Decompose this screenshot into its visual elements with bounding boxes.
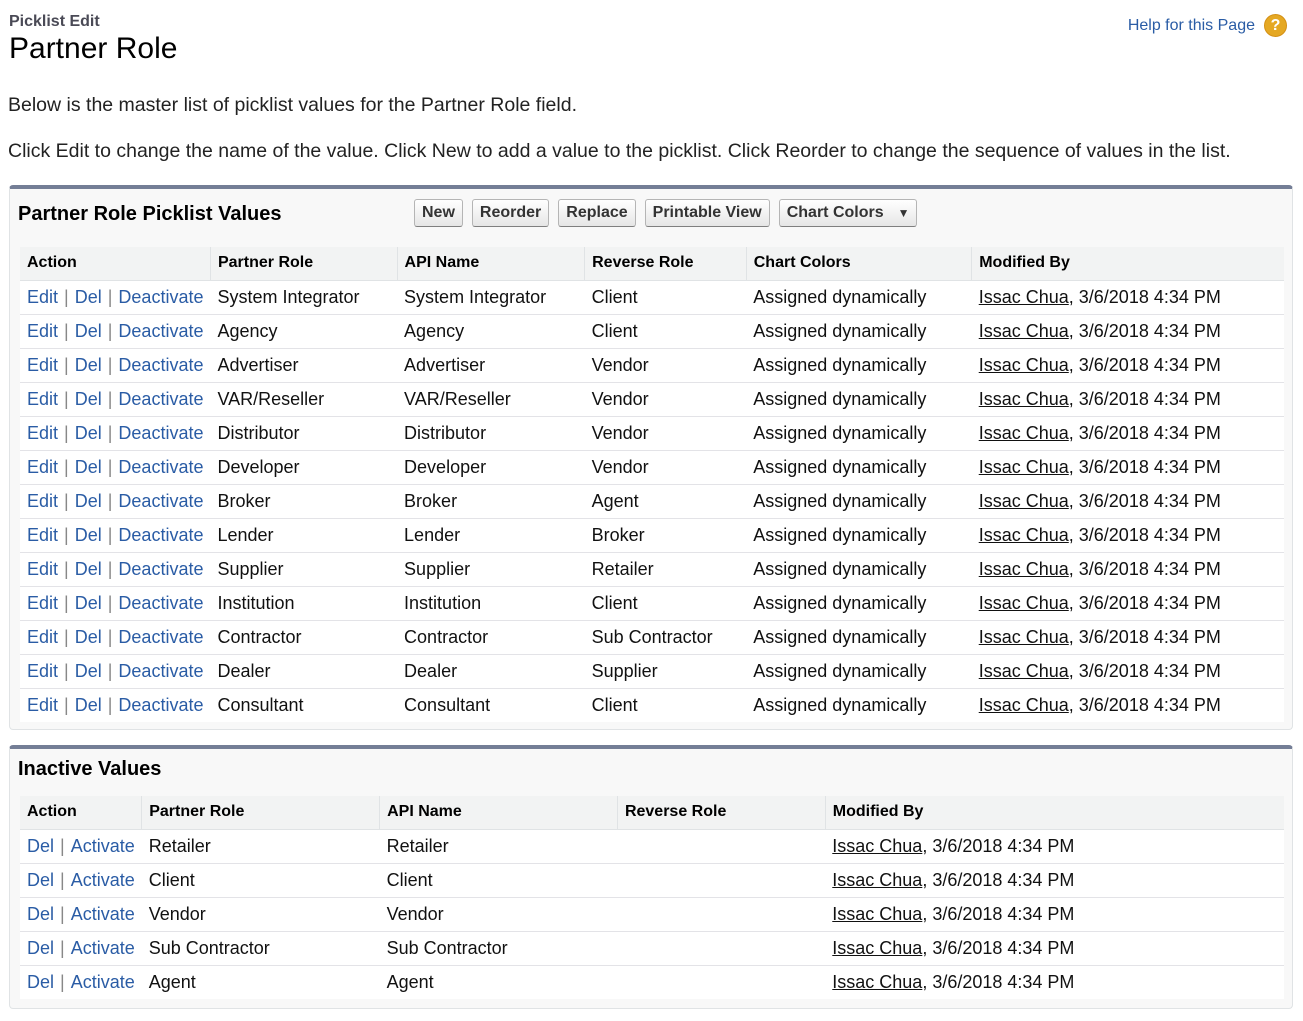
action-separator: |: [107, 286, 113, 307]
modified-by-cell: [972, 348, 1284, 382]
modified-by-cell: [825, 897, 1284, 931]
row-actions: [20, 897, 142, 931]
active-values-section: [9, 185, 1293, 730]
row-actions: [20, 829, 142, 863]
partner-role-cell: System Integrator: [210, 280, 397, 314]
action-separator: |: [107, 558, 113, 579]
reverse-role-cell: Client: [585, 280, 747, 314]
reverse-role-cell: Sub Contractor: [585, 620, 747, 654]
modified-date: , 3/6/2018 4:34 PM: [1068, 286, 1221, 307]
action-separator: |: [64, 592, 69, 613]
intro-text-1: Below is the master list of picklist values for the Partner Role field.: [8, 94, 577, 116]
api-name-cell: Client: [380, 863, 618, 897]
row-actions: [20, 450, 210, 484]
chart-colors-cell: Assigned dynamically: [753, 694, 927, 715]
modified-by-cell: [972, 280, 1284, 314]
partner-role-cell: Institution: [210, 586, 397, 620]
api-name-cell: Vendor: [380, 897, 618, 931]
del-link[interactable]: Del: [74, 592, 102, 613]
api-name-cell: Sub Contractor: [380, 931, 618, 965]
modified-date: , 3/6/2018 4:34 PM: [922, 903, 1075, 924]
del-link[interactable]: Del: [27, 903, 55, 924]
action-separator: |: [107, 694, 113, 715]
new-button[interactable]: New: [414, 199, 463, 227]
modified-date: , 3/6/2018 4:34 PM: [922, 869, 1075, 890]
chart-colors-cell: Assigned dynamically: [746, 620, 971, 654]
column-header: API Name: [397, 247, 585, 280]
action-separator: |: [64, 490, 69, 511]
modified-date: , 3/6/2018 4:34 PM: [1068, 592, 1221, 613]
column-header: Partner Role: [210, 247, 397, 280]
partner-role-cell: Sub Contractor: [142, 931, 380, 965]
modified-by-cell: [825, 965, 1284, 999]
modified-by-cell: [972, 382, 1284, 416]
action-separator: |: [107, 456, 113, 477]
del-link[interactable]: Del: [27, 971, 55, 992]
user-link[interactable]: Issac Chua: [978, 354, 1069, 375]
reverse-role-cell: [617, 965, 825, 999]
deactivate-link[interactable]: Deactivate: [118, 388, 204, 409]
deactivate-link[interactable]: Deactivate: [118, 286, 204, 307]
reverse-role-cell: Client: [585, 586, 747, 620]
api-name-cell: Developer: [397, 450, 585, 484]
row-actions: [20, 931, 142, 965]
row-actions: [20, 688, 210, 722]
user-link[interactable]: Issac Chua: [978, 626, 1069, 647]
toolbar: [414, 199, 926, 227]
edit-link[interactable]: Edit: [27, 456, 59, 477]
action-separator: |: [107, 388, 113, 409]
user-link[interactable]: Issac Chua: [978, 660, 1069, 681]
table-row: [20, 552, 1284, 586]
modified-date: , 3/6/2018 4:34 PM: [1068, 660, 1221, 681]
table-header-row: [20, 796, 1284, 829]
column-header: Action: [20, 247, 210, 280]
partner-role-cell: Dealer: [210, 654, 397, 688]
table-row: [20, 416, 1284, 450]
modified-date: , 3/6/2018 4:34 PM: [1068, 422, 1221, 443]
row-actions: [20, 416, 210, 450]
action-separator: |: [107, 490, 113, 511]
modified-by-cell: [972, 518, 1284, 552]
api-name-cell: Institution: [397, 586, 585, 620]
deactivate-link[interactable]: Deactivate: [118, 490, 204, 511]
modified-by-cell: [972, 416, 1284, 450]
row-actions: [20, 965, 142, 999]
action-separator: |: [107, 422, 113, 443]
partner-role-cell: Agent: [148, 971, 196, 992]
active-values-title: Partner Role Picklist Values: [18, 203, 282, 225]
reverse-role-cell: Vendor: [585, 450, 747, 484]
reverse-role-cell: [617, 829, 825, 863]
del-link[interactable]: Del: [74, 660, 102, 681]
chart-colors-label: Chart Colors: [786, 204, 884, 221]
action-separator: |: [107, 660, 113, 681]
action-separator: |: [60, 971, 65, 992]
del-link[interactable]: Del: [74, 388, 102, 409]
activate-link[interactable]: Activate: [70, 903, 135, 924]
inactive-values-section: [9, 745, 1293, 1009]
deactivate-link[interactable]: Deactivate: [118, 694, 204, 715]
partner-role-cell: Broker: [210, 484, 397, 518]
edit-link[interactable]: Edit: [27, 490, 59, 511]
deactivate-link[interactable]: Deactivate: [118, 592, 204, 613]
activate-link[interactable]: Activate: [70, 937, 135, 958]
partner-role-cell: Agency: [210, 314, 397, 348]
partner-role-cell: Supplier: [210, 552, 397, 586]
modified-date: , 3/6/2018 4:34 PM: [1068, 320, 1221, 341]
reverse-role-cell: Agent: [585, 484, 747, 518]
chart-colors-cell: Assigned dynamically: [746, 654, 971, 688]
edit-link[interactable]: Edit: [27, 320, 59, 341]
table-row: [20, 654, 1284, 688]
column-header: Action: [20, 796, 142, 829]
del-link[interactable]: Del: [74, 286, 102, 307]
column-header: Chart Colors: [746, 247, 971, 280]
chart-colors-cell: Assigned dynamically: [746, 382, 971, 416]
table-row: [20, 863, 1284, 897]
modified-by-cell: [972, 586, 1284, 620]
table-row: [20, 348, 1284, 382]
user-link[interactable]: Issac Chua: [978, 694, 1069, 715]
action-separator: |: [64, 694, 69, 715]
user-link[interactable]: Issac Chua: [978, 320, 1069, 341]
del-link[interactable]: Del: [74, 456, 102, 477]
table-row: [20, 688, 1284, 722]
user-link[interactable]: Issac Chua: [978, 456, 1069, 477]
row-actions: [20, 348, 210, 382]
activate-link[interactable]: Activate: [70, 835, 135, 856]
partner-role-cell: Developer: [210, 450, 397, 484]
row-actions: [20, 654, 210, 688]
api-name-cell: System Integrator: [397, 280, 585, 314]
column-header: Modified By: [972, 247, 1284, 280]
action-separator: |: [64, 558, 69, 579]
api-name-cell: Lender: [397, 518, 585, 552]
caret-down-icon: ▼: [897, 206, 910, 220]
user-link[interactable]: Issac Chua: [978, 286, 1069, 307]
partner-role-cell: Retailer: [142, 829, 380, 863]
chart-colors-cell: Assigned dynamically: [746, 552, 971, 586]
reverse-role-cell: Supplier: [585, 654, 747, 688]
table-row: [20, 897, 1284, 931]
modified-by-cell: [972, 688, 1284, 722]
help-area: [1128, 14, 1287, 37]
edit-link[interactable]: Edit: [27, 694, 59, 715]
deactivate-link[interactable]: Deactivate: [118, 524, 204, 545]
table-row: [20, 518, 1284, 552]
modified-by-cell: [825, 829, 1284, 863]
user-link[interactable]: Issac Chua: [978, 490, 1069, 511]
modified-by-cell: [972, 620, 1284, 654]
reorder-button[interactable]: Reorder: [472, 199, 549, 227]
action-separator: |: [107, 354, 113, 375]
action-separator: |: [64, 456, 69, 477]
modified-date: , 3/6/2018 4:34 PM: [1068, 558, 1221, 579]
reverse-role-cell: Retailer: [585, 552, 747, 586]
action-separator: |: [64, 388, 69, 409]
table-header-row: [20, 247, 1284, 280]
edit-link[interactable]: Edit: [27, 592, 59, 613]
chart-colors-cell: Assigned dynamically: [746, 348, 971, 382]
row-actions: [20, 382, 210, 416]
modified-date: , 3/6/2018 4:34 PM: [922, 937, 1075, 958]
api-name-cell: Agency: [397, 314, 585, 348]
deactivate-link[interactable]: Deactivate: [118, 660, 204, 681]
intro-text-2: Click Edit to change the name of the value. Click New to add a value to the picklist. Click Reorder to change the sequence of values in the list.: [8, 140, 1231, 162]
del-link[interactable]: Del: [74, 490, 102, 511]
column-header: Partner Role: [142, 796, 380, 829]
table-row: [20, 382, 1284, 416]
partner-role-cell: Lender: [210, 518, 397, 552]
help-link[interactable]: Help for this Page: [1127, 16, 1255, 34]
partner-role-cell: Consultant: [217, 694, 304, 715]
user-link[interactable]: Issac Chua: [832, 869, 923, 890]
user-link[interactable]: Issac Chua: [832, 835, 923, 856]
chart-colors-cell: Assigned dynamically: [746, 586, 971, 620]
modified-date: , 3/6/2018 4:34 PM: [1068, 456, 1221, 477]
reverse-role-cell: Vendor: [585, 382, 747, 416]
reverse-role-cell: Vendor: [585, 348, 747, 382]
deactivate-link[interactable]: Deactivate: [118, 422, 204, 443]
row-actions: [20, 863, 142, 897]
column-header: Reverse Role: [585, 247, 747, 280]
del-link[interactable]: Del: [74, 354, 102, 375]
deactivate-link[interactable]: Deactivate: [118, 320, 204, 341]
modified-date: , 3/6/2018 4:34 PM: [1068, 626, 1221, 647]
page-title: Partner Role: [9, 32, 178, 65]
action-separator: |: [64, 626, 69, 647]
modified-by-cell: [972, 314, 1284, 348]
action-separator: |: [64, 320, 69, 341]
action-separator: |: [64, 422, 69, 443]
modified-by-cell: [972, 552, 1284, 586]
action-separator: |: [64, 524, 69, 545]
del-link[interactable]: Del: [74, 422, 102, 443]
partner-role-cell: Client: [142, 863, 380, 897]
api-name-cell: Retailer: [380, 829, 618, 863]
edit-link[interactable]: Edit: [27, 422, 59, 443]
action-separator: |: [107, 592, 113, 613]
activate-link[interactable]: Activate: [70, 971, 135, 992]
table-row: [20, 931, 1284, 965]
del-link[interactable]: Del: [74, 558, 102, 579]
table-row: [20, 620, 1284, 654]
action-separator: |: [64, 354, 69, 375]
del-link[interactable]: Del: [27, 835, 55, 856]
api-name-cell: Consultant: [404, 694, 491, 715]
edit-link[interactable]: Edit: [27, 660, 59, 681]
user-link[interactable]: Issac Chua: [978, 558, 1069, 579]
reverse-role-cell: Client: [591, 694, 638, 715]
reverse-role-cell: [617, 863, 825, 897]
table-row: [20, 965, 1284, 999]
modified-date: , 3/6/2018 4:34 PM: [922, 835, 1075, 856]
action-separator: |: [64, 286, 69, 307]
edit-link[interactable]: Edit: [27, 524, 59, 545]
modified-date: , 3/6/2018 4:34 PM: [922, 971, 1075, 992]
help-icon[interactable]: ?: [1264, 14, 1287, 37]
replace-button[interactable]: Replace: [558, 199, 635, 227]
row-actions: [20, 586, 210, 620]
deactivate-link[interactable]: Deactivate: [118, 558, 204, 579]
modified-date: , 3/6/2018 4:34 PM: [1068, 524, 1221, 545]
user-link[interactable]: Issac Chua: [832, 971, 923, 992]
api-name-cell: Broker: [397, 484, 585, 518]
column-header: Reverse Role: [617, 796, 825, 829]
table-row: [20, 450, 1284, 484]
chart-colors-cell: Assigned dynamically: [746, 280, 971, 314]
api-name-cell: Contractor: [397, 620, 585, 654]
action-separator: |: [64, 660, 69, 681]
chart-colors-cell: Assigned dynamically: [746, 450, 971, 484]
table-row: [20, 484, 1284, 518]
active-values-table: [20, 247, 1284, 722]
del-link[interactable]: Del: [74, 626, 102, 647]
modified-date: , 3/6/2018 4:34 PM: [1068, 354, 1221, 375]
reverse-role-cell: Vendor: [585, 416, 747, 450]
deactivate-link[interactable]: Deactivate: [118, 456, 204, 477]
user-link[interactable]: Issac Chua: [832, 903, 923, 924]
row-actions: [20, 484, 210, 518]
del-link[interactable]: Del: [74, 524, 102, 545]
user-link[interactable]: Issac Chua: [978, 524, 1069, 545]
api-name-cell: Dealer: [397, 654, 585, 688]
edit-link[interactable]: Edit: [27, 388, 59, 409]
row-actions: [20, 552, 210, 586]
inactive-values-table: [20, 796, 1284, 999]
column-header: API Name: [380, 796, 618, 829]
row-actions: [20, 518, 210, 552]
user-link[interactable]: Issac Chua: [978, 592, 1069, 613]
modified-by-cell: [972, 450, 1284, 484]
user-link[interactable]: Issac Chua: [978, 388, 1069, 409]
modified-by-cell: [972, 654, 1284, 688]
action-separator: |: [107, 626, 113, 647]
chart-colors-cell: Assigned dynamically: [746, 484, 971, 518]
user-link[interactable]: Issac Chua: [978, 422, 1069, 443]
edit-link[interactable]: Edit: [27, 354, 59, 375]
api-name-cell: VAR/Reseller: [397, 382, 585, 416]
chart-colors-cell: Assigned dynamically: [746, 314, 971, 348]
modified-date: , 3/6/2018 4:34 PM: [1068, 694, 1221, 715]
action-separator: |: [60, 835, 65, 856]
modified-by-cell: [972, 484, 1284, 518]
page-type: Picklist Edit: [9, 13, 100, 30]
reverse-role-cell: Client: [585, 314, 747, 348]
partner-role-cell: Contractor: [210, 620, 397, 654]
del-link[interactable]: Del: [27, 869, 55, 890]
deactivate-link[interactable]: Deactivate: [118, 626, 204, 647]
modified-date: , 3/6/2018 4:34 PM: [1068, 388, 1221, 409]
row-actions: [20, 314, 210, 348]
action-separator: |: [107, 320, 113, 341]
reverse-role-cell: [617, 897, 825, 931]
modified-by-cell: [825, 863, 1284, 897]
chart-colors-dropdown[interactable]: [779, 199, 917, 227]
partner-role-cell: Distributor: [210, 416, 397, 450]
modified-by-cell: [825, 931, 1284, 965]
activate-link[interactable]: Activate: [70, 869, 135, 890]
chart-colors-cell: Assigned dynamically: [746, 518, 971, 552]
edit-link[interactable]: Edit: [27, 626, 59, 647]
row-actions: [20, 620, 210, 654]
column-header: Modified By: [825, 796, 1284, 829]
inactive-values-title: Inactive Values: [18, 758, 162, 780]
partner-role-cell: VAR/Reseller: [210, 382, 397, 416]
table-row: [20, 829, 1284, 863]
api-name-cell: Agent: [386, 971, 434, 992]
table-row: [20, 280, 1284, 314]
reverse-role-cell: [617, 931, 825, 965]
row-actions: [20, 280, 210, 314]
action-separator: |: [60, 937, 65, 958]
api-name-cell: Distributor: [397, 416, 585, 450]
modified-date: , 3/6/2018 4:34 PM: [1068, 490, 1221, 511]
edit-link[interactable]: Edit: [27, 286, 59, 307]
action-separator: |: [60, 903, 65, 924]
deactivate-link[interactable]: Deactivate: [118, 354, 204, 375]
del-link[interactable]: Del: [74, 320, 102, 341]
partner-role-cell: Advertiser: [210, 348, 397, 382]
reverse-role-cell: Broker: [585, 518, 747, 552]
printable-view-button[interactable]: Printable View: [645, 199, 770, 227]
user-link[interactable]: Issac Chua: [832, 937, 923, 958]
table-row: [20, 586, 1284, 620]
api-name-cell: Advertiser: [397, 348, 585, 382]
del-link[interactable]: Del: [74, 694, 102, 715]
partner-role-cell: Vendor: [142, 897, 380, 931]
table-row: [20, 314, 1284, 348]
chart-colors-cell: Assigned dynamically: [746, 416, 971, 450]
api-name-cell: Supplier: [397, 552, 585, 586]
action-separator: |: [107, 524, 113, 545]
del-link[interactable]: Del: [27, 937, 55, 958]
edit-link[interactable]: Edit: [27, 558, 59, 579]
action-separator: |: [60, 869, 65, 890]
page-header: [9, 13, 177, 66]
